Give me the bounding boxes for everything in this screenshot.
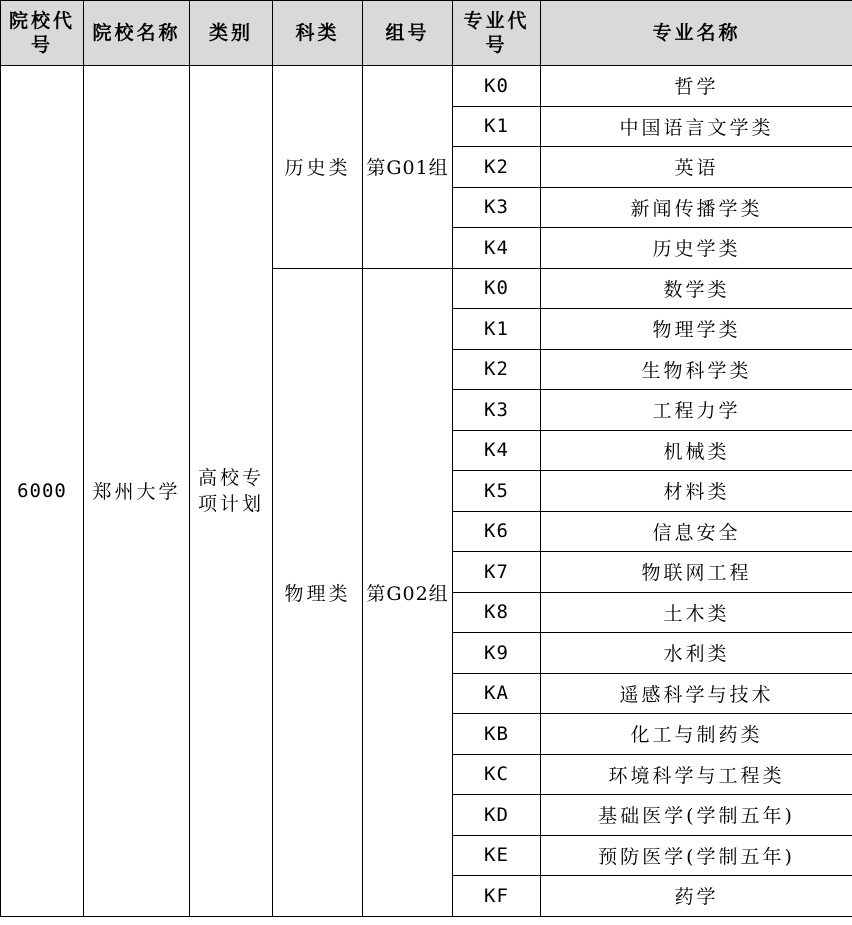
major-code-cell: K8 [453,592,541,633]
header-school-name: 院校名称 [84,1,190,66]
subject-type-cell: 物理类 [273,268,363,916]
header-major-name: 专业名称 [541,1,852,66]
major-code-cell: K4 [453,430,541,471]
major-name-cell: 物理学类 [541,309,852,350]
category-cell [190,66,273,917]
major-code-cell: K2 [453,147,541,188]
subject-type-cell: 历史类 [273,66,363,269]
major-code-cell: K3 [453,390,541,431]
major-code-cell: KE [453,835,541,876]
major-name-cell: 生物科学类 [541,349,852,390]
major-name-cell: 英语 [541,147,852,188]
major-name-cell: 环境科学与工程类 [541,754,852,795]
group-no-cell: 第G02组 [363,268,453,916]
major-code-cell: K3 [453,187,541,228]
school-code-cell: 6000 [1,66,84,917]
header-school-code: 院校代号 [1,1,84,66]
header-group-no: 组号 [363,1,453,66]
major-code-cell: KB [453,714,541,755]
major-name-cell: 中国语言文学类 [541,106,852,147]
school-name-cell: 郑州大学 [84,66,190,917]
major-code-cell: K9 [453,633,541,674]
major-name-cell: 药学 [541,876,852,917]
header-row [1,1,852,66]
table-row [1,66,852,107]
major-name-cell: 新闻传播学类 [541,187,852,228]
header-category: 类别 [190,1,273,66]
major-code-cell: K2 [453,349,541,390]
major-name-cell: 材料类 [541,471,852,512]
major-name-cell: 物联网工程 [541,552,852,593]
major-name-cell: 化工与制药类 [541,714,852,755]
major-name-cell: 信息安全 [541,511,852,552]
major-code-cell: K5 [453,471,541,512]
major-name-cell: 哲学 [541,66,852,107]
major-code-cell: K0 [453,66,541,107]
major-code-cell: K4 [453,228,541,269]
major-name-cell: 历史学类 [541,228,852,269]
major-code-cell: K1 [453,106,541,147]
major-name-cell: 预防医学(学制五年) [541,835,852,876]
major-name-cell: 遥感科学与技术 [541,673,852,714]
major-code-cell: KA [453,673,541,714]
major-code-cell: KD [453,795,541,836]
category-text: 高校专项计划 [197,466,264,515]
group-no-cell: 第G01组 [363,66,453,269]
major-name-cell: 基础医学(学制五年) [541,795,852,836]
major-code-cell: KC [453,754,541,795]
major-code-cell: K0 [453,268,541,309]
major-name-cell: 工程力学 [541,390,852,431]
header-major-code: 专业代号 [453,1,541,66]
major-name-cell: 水利类 [541,633,852,674]
major-code-cell: KF [453,876,541,917]
header-subject-type: 科类 [273,1,363,66]
major-name-cell: 数学类 [541,268,852,309]
major-code-cell: K6 [453,511,541,552]
major-code-cell: K7 [453,552,541,593]
major-code-cell: K1 [453,309,541,350]
major-name-cell: 机械类 [541,430,852,471]
major-name-cell: 土木类 [541,592,852,633]
